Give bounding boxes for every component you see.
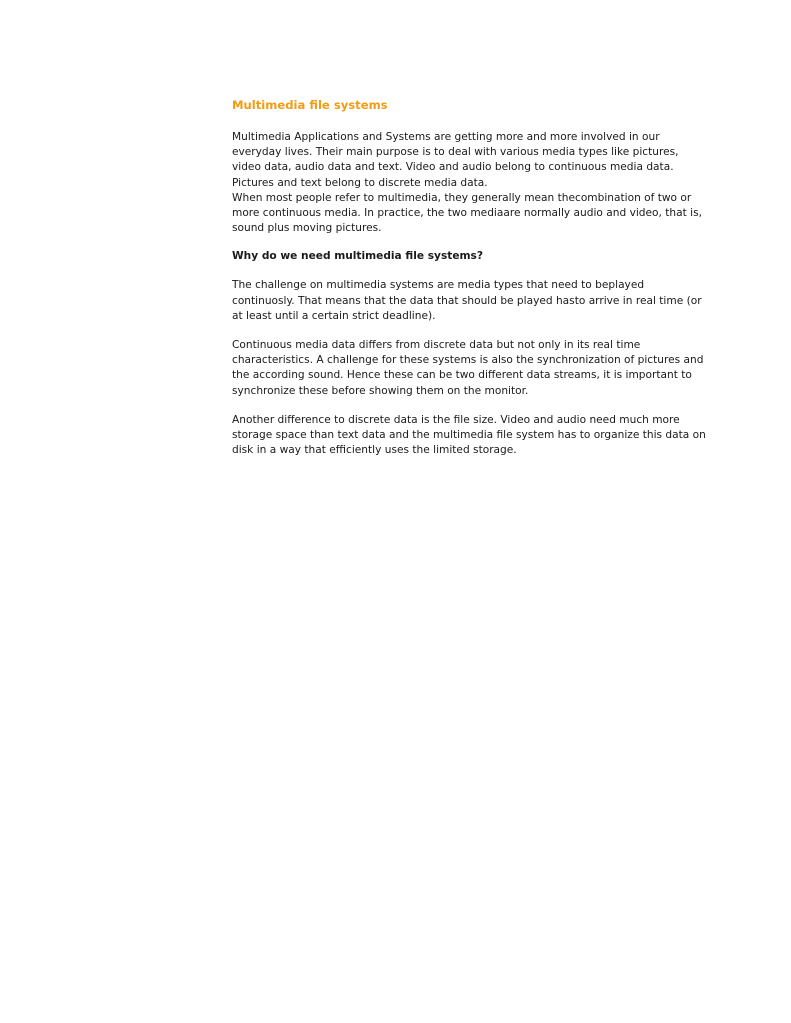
- paragraph-file-size: [232, 413, 762, 459]
- intro-line: video data, audio data and text. Video and audio belong to continuous media data.: [232, 161, 674, 174]
- document-page: [232, 97, 762, 458]
- paragraph-realtime: [232, 278, 762, 324]
- paragraph-line: continuosly. That means that the data that should be played hasto arrive in real time (or: [232, 294, 702, 307]
- section-heading: Why do we need multimedia file systems?: [232, 250, 484, 263]
- paragraph-line: the according sound. Hence these can be two different data streams, it is important to: [232, 369, 692, 382]
- intro-line: Multimedia Applications and Systems are getting more and more involved in our: [232, 131, 660, 143]
- paragraph-line: storage space than text data and the multimedia file system has to organize this data on: [232, 429, 706, 442]
- paragraph-line: Continuous media data differs from discrete data but not only in its real time: [232, 339, 641, 352]
- paragraph-line: The challenge on multimedia systems are media types that need to beplayed: [232, 279, 645, 292]
- paragraph-line: synchronize these before showing them on the monitor.: [232, 384, 529, 397]
- intro-line: When most people refer to multimedia, they generally mean thecombination of two or: [232, 191, 692, 204]
- paragraph-synchronization: [232, 338, 762, 399]
- intro-line: Pictures and text belong to discrete media data.: [232, 176, 488, 189]
- paragraph-line: at least until a certain strict deadline).: [232, 309, 436, 322]
- intro-line: sound plus moving pictures.: [232, 222, 382, 235]
- paragraph-line: characteristics. A challenge for these systems is also the synchronization of pictures and: [232, 354, 704, 367]
- paragraph-line: disk in a way that efficiently uses the limited storage.: [232, 444, 517, 457]
- intro-line: more continuous media. In practice, the two mediaare normally audio and video, that is,: [232, 207, 702, 220]
- intro-paragraph: [232, 130, 762, 236]
- intro-line: everyday lives. Their main purpose is to deal with various media types like pictures,: [232, 146, 679, 159]
- page-title: Multimedia file systems: [232, 98, 388, 112]
- paragraph-line: Another difference to discrete data is the file size. Video and audio need much more: [232, 413, 680, 426]
